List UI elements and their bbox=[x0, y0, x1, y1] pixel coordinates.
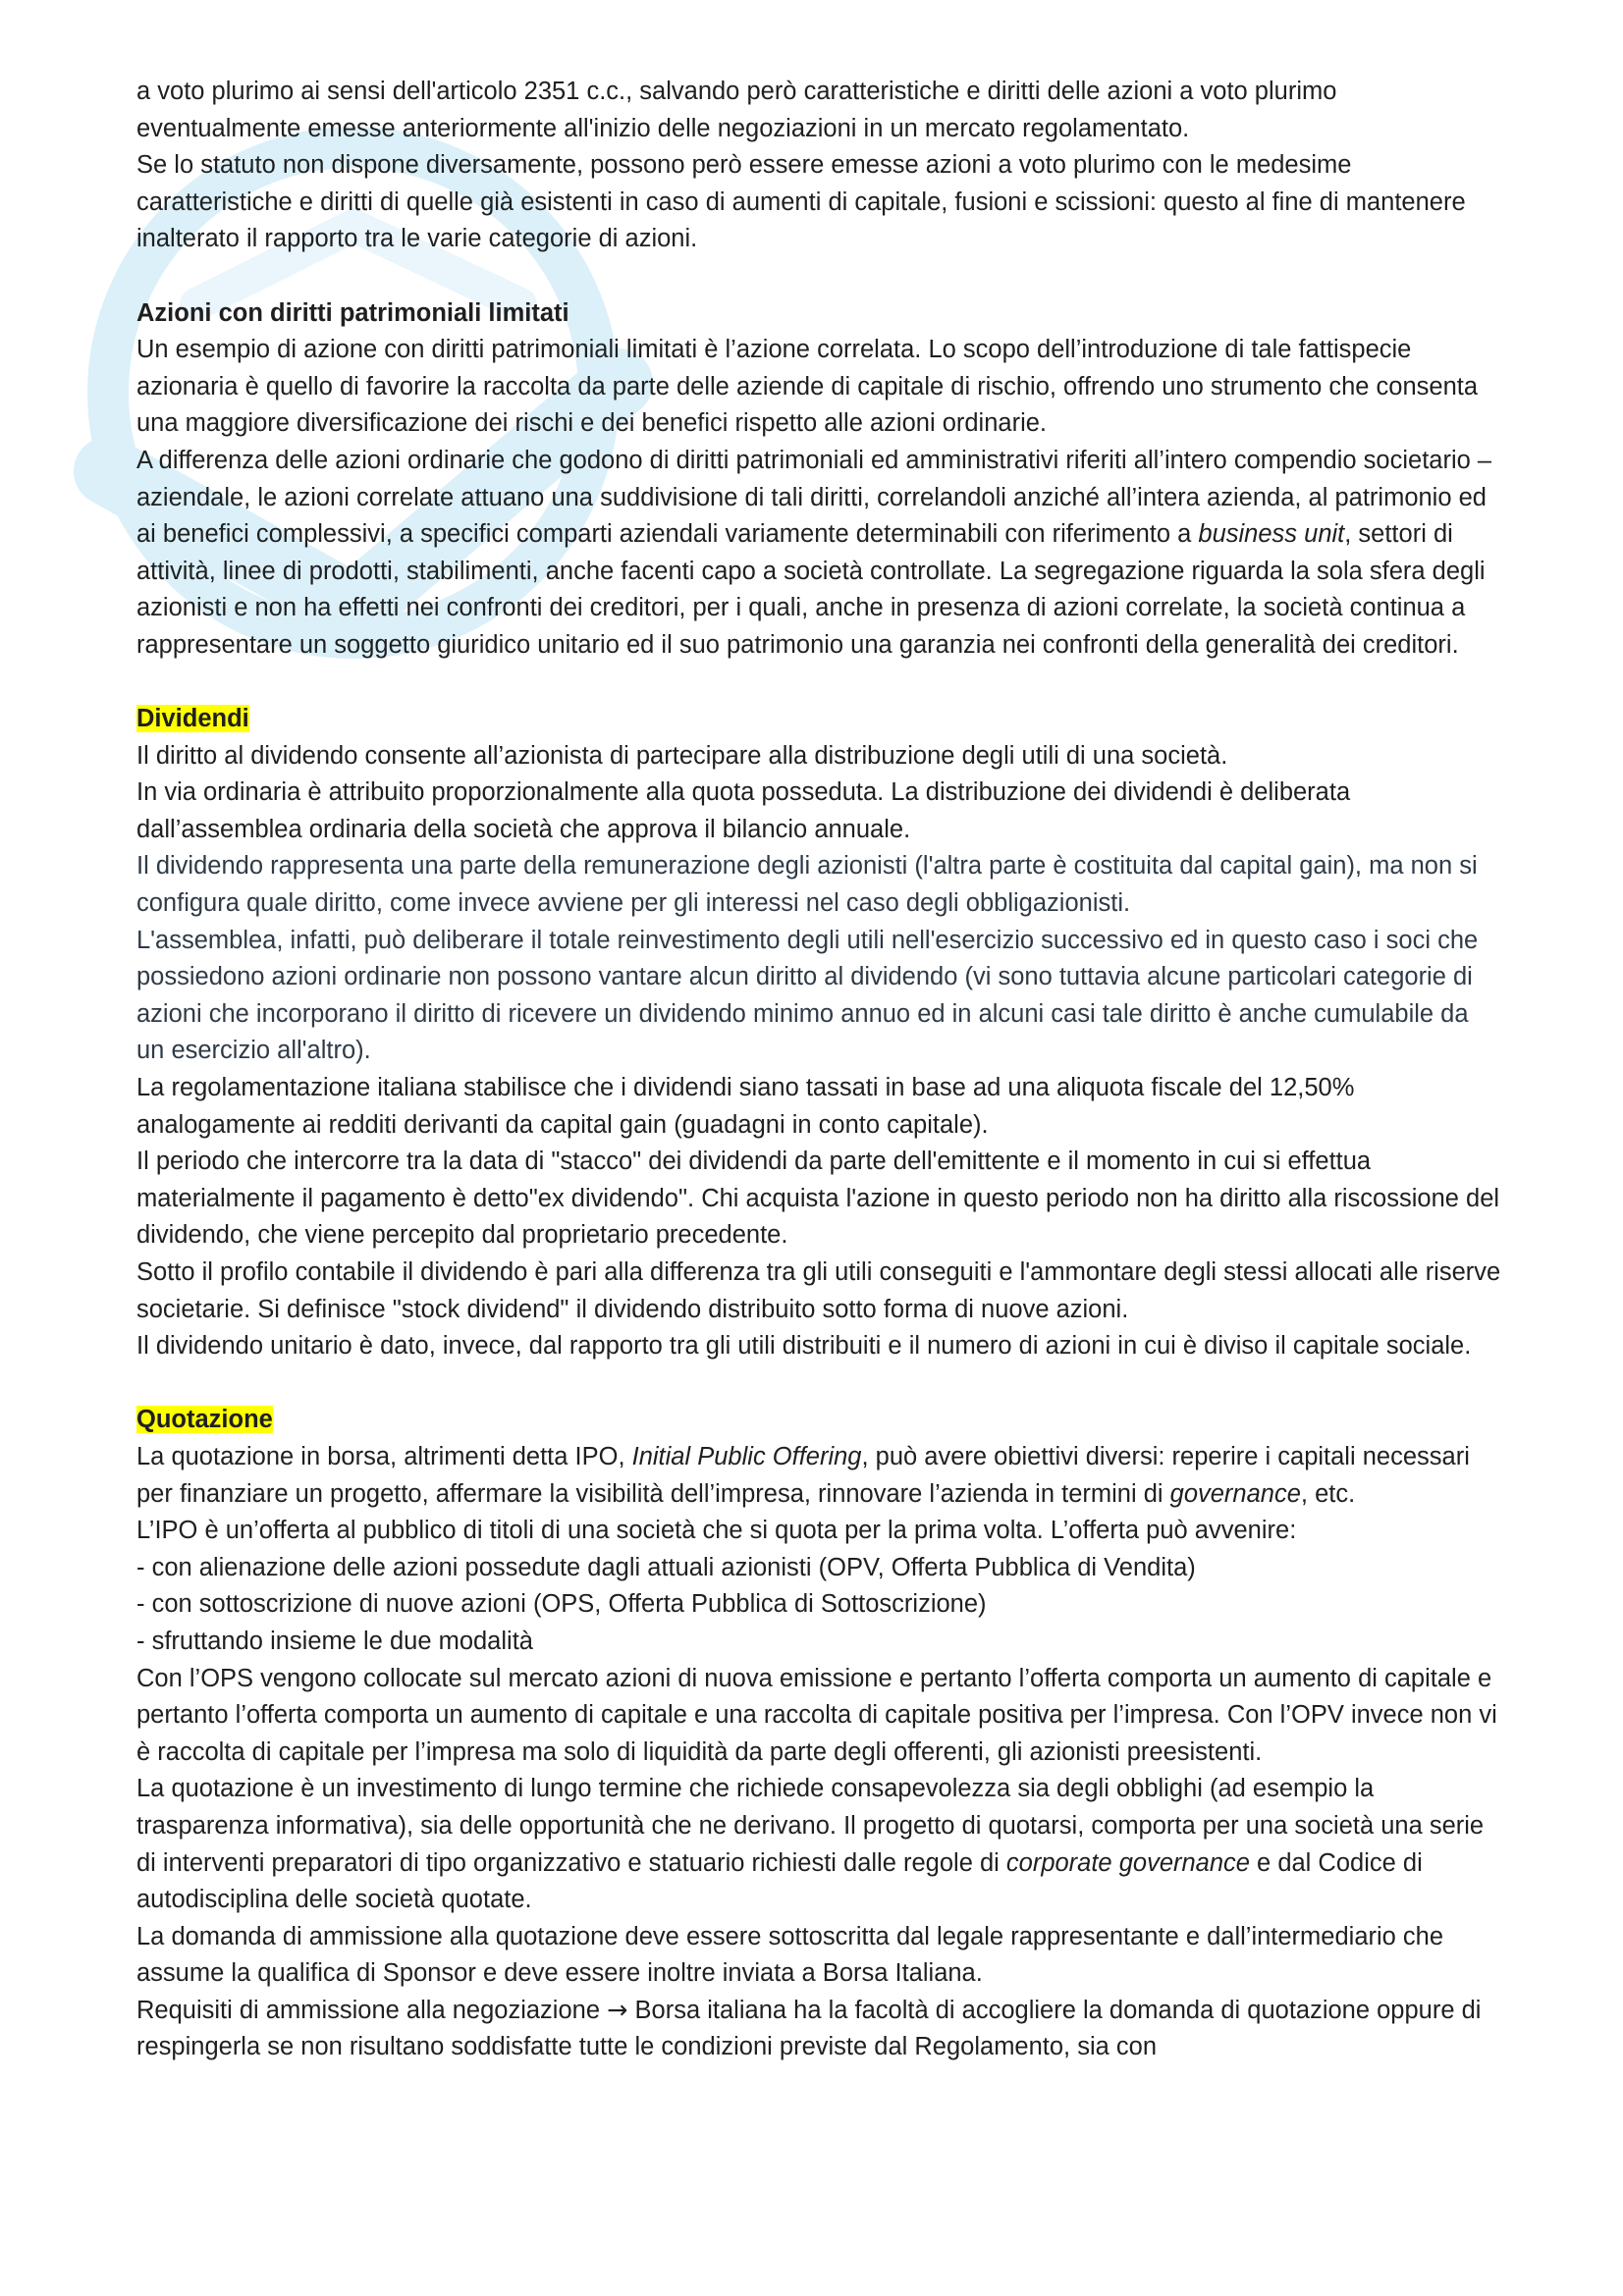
paragraph: Il periodo che intercorre tra la data di "stacco" dei dividendi da parte dell'emittente e il momento in cui si effettua materialmente il pagamento è detto"ex dividendo". Chi acquista l'azione in questo periodo non ha diritto alla riscossione del dividendo, che viene percepito dal proprietario precedente. bbox=[136, 1148, 1500, 1250]
paragraph: Un esempio di azione con diritti patrimoniali limitati è l’azione correlata. Lo scopo dell’introduzione di tale fattispecie azionaria è quello di favorire la raccolta da parte delle aziende di capitale di rischio, offrendo uno strumento che consenta una maggiore diversificazione dei rischi e dei benefici rispetto alle azioni ordinarie. bbox=[136, 336, 1479, 438]
paragraph: In via ordinaria è attribuito proporzionalmente alla quota posseduta. La distribuzione dei dividendi è deliberata dall’assemblea ordinaria della società che approva il bilancio annuale. bbox=[136, 778, 1351, 843]
paragraph: La quotazione è un investimento di lungo termine che richiede consapevolezza sia degli obblighi (ad esempio la trasparenza informativa), sia delle opportunità che ne derivano. Il progetto di quotarsi, comporta per una società una serie di interventi preparatori di tipo organizzativo e statuario richiesti dalle regole di corporate governance e dal Codice di autodisciplina delle società quotate. bbox=[136, 1775, 1485, 1914]
intro-paragraph-1: a voto plurimo ai sensi dell'articolo 2351 c.c., salvando però caratteristiche e diritti delle azioni a voto plurimo eventualmente emesse anteriormente all'inizio delle negoziazioni in un mercato regolamentato. bbox=[136, 78, 1337, 142]
section-heading-quotazione: Quotazione bbox=[136, 1406, 273, 1434]
paragraph: La domanda di ammissione alla quotazione deve essere sottoscritta dal legale rappresentante e dall’intermediario che assume la qualifica di Sponsor e deve essere inoltre inviata a Borsa Italiana. bbox=[136, 1922, 1444, 1988]
arrow-right-icon: → bbox=[607, 1995, 628, 2025]
paragraph: Sotto il profilo contabile il dividendo è pari alla differenza tra gli utili conseguiti e l'ammontare degli stessi allocati alle riserve societarie. Si definisce "stock dividend" il dividendo distribuito sotto forma di nuove azioni. bbox=[136, 1258, 1501, 1323]
paragraph: Il dividendo unitario è dato, invece, dal rapporto tra gli utili distribuiti e il numero di azioni in cui è diviso il capitale sociale. bbox=[136, 1332, 1472, 1361]
paragraph: A differenza delle azioni ordinarie che godono di diritti patrimoniali ed amministrativi riferiti all’intero compendio societario – aziendale, le azioni correlate attuano una suddivisione di tali diritti, correlandoli anziché all’intera azienda, al patrimonio ed ai benefici complessivi, a specifici comparti aziendali variamente determinabili con riferimento a business unit, settori di attività, linee di prodotti, stabilimenti, anche facenti capo a società controllate. La segregazione riguarda la sola sfera degli azionisti e non ha effetti nei confronti dei creditori, per i quali, anche in presenza di azioni correlate, la società continua a rappresentare un soggetto giuridico unitario ed il suo patrimonio una garanzia nei confronti della generalità dei creditori. bbox=[136, 446, 1492, 659]
section-heading-dividendi: Dividendi bbox=[136, 705, 249, 733]
list-item: - sfruttando insieme le due modalità bbox=[136, 1627, 533, 1655]
paragraph: La quotazione in borsa, altrimenti detta IPO, Initial Public Offering, può avere obiettivi diversi: reperire i capitali necessari per finanziare un progetto, affermare la visibilità dell’impresa, rinnovare l’azienda in termini di governance, etc. bbox=[136, 1442, 1470, 1508]
paragraph: Il dividendo rappresenta una parte della remunerazione degli azionisti (l'altra parte è costituita dal capital gain), ma non si configura quale diritto, come invece avviene per gli interessi nel caso degli obbligazionisti. bbox=[136, 852, 1478, 918]
paragraph: L'assemblea, infatti, può deliberare il totale reinvestimento degli utili nell'esercizio successivo ed in questo caso i soci che possiedono azioni ordinarie non possono vantare alcun diritto al dividendo (vi sono tuttavia alcune particolari categorie di azioni che incorporano il diritto di ricevere un dividendo minimo annuo ed in alcuni casi tale diritto è anche cumulabile da un esercizio all'altro). bbox=[136, 926, 1479, 1065]
intro-paragraph-2: Se lo statuto non dispone diversamente, possono però essere emesse azioni a voto plurimo con le medesime caratteristiche e diritti di quelle già esistenti in caso di aumenti di capitale, fusioni e scissioni: questo al fine di mantenere inalterato il rapporto tra le varie categorie di azioni. bbox=[136, 151, 1466, 253]
list-item: - con alienazione delle azioni possedute dagli attuali azionisti (OPV, Offerta Pubblica di Vendita) bbox=[136, 1553, 1196, 1581]
list-item: - con sottoscrizione di nuove azioni (OPS, Offerta Pubblica di Sottoscrizione) bbox=[136, 1590, 987, 1619]
paragraph: Il diritto al dividendo consente all’azionista di partecipare alla distribuzione degli utili di una società. bbox=[136, 741, 1228, 770]
paragraph: Requisiti di ammissione alla negoziazione → Borsa italiana ha la facoltà di accogliere la domanda di quotazione oppure di respingerla se non risultano soddisfatte tutte le condizioni previste dal Regolamento, sia con bbox=[136, 1995, 1482, 2061]
document-body bbox=[136, 74, 1501, 2066]
paragraph: Con l’OPS vengono collocate sul mercato azioni di nuova emissione e pertanto l’offerta comporta un aumento di capitale e pertanto l’offerta comporta un aumento di capitale e una raccolta di capitale positiva per l’impresa. Con l’OPV invece non vi è raccolta di capitale per l’impresa ma solo di liquidità da parte degli offerenti, gli azionisti preesistenti. bbox=[136, 1664, 1497, 1766]
section-heading-azioni-limitati: Azioni con diritti patrimoniali limitati bbox=[136, 298, 569, 327]
paragraph: L’IPO è un’offerta al pubblico di titoli di una società che si quota per la prima volta. L’offerta può avvenire: bbox=[136, 1517, 1297, 1545]
paragraph: La regolamentazione italiana stabilisce che i dividendi siano tassati in base ad una aliquota fiscale del 12,50% analogamente ai redditi derivanti da capital gain (guadagni in conto capitale). bbox=[136, 1074, 1355, 1139]
